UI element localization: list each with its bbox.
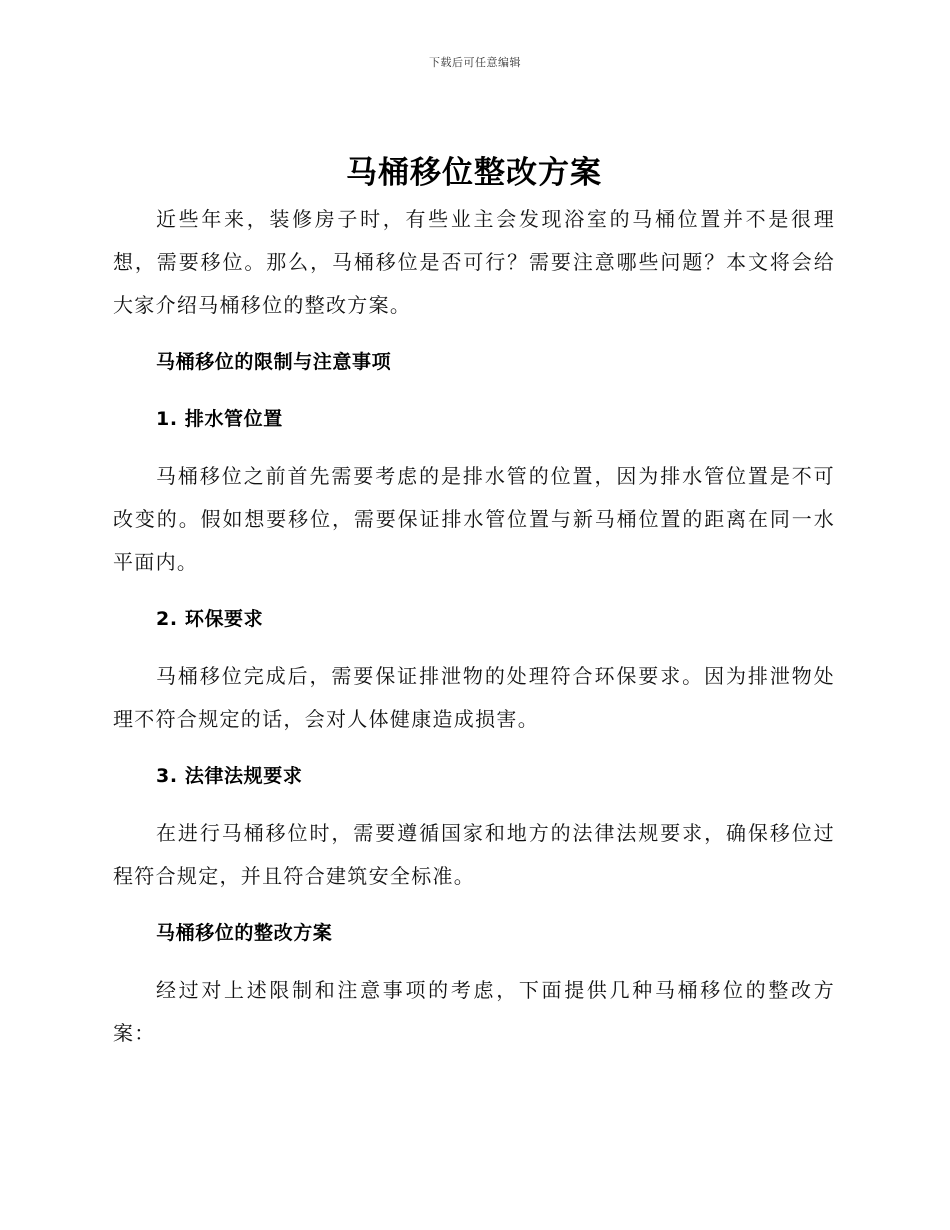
spacer — [113, 798, 835, 812]
item-paragraph-environmental: 马桶移位完成后，需要保证排泄物的处理符合环保要求。因为排泄物处理不符合规定的话，会对人体健康造成损害。 — [113, 664, 835, 731]
spacer — [113, 584, 835, 598]
spacer — [113, 441, 835, 455]
item-heading-drain-pipe: 1. 排水管位置 — [156, 408, 283, 430]
item-heading-regulations: 3. 法律法规要求 — [156, 765, 303, 787]
spacer — [113, 384, 835, 398]
page-header-note: 下载后可任意编辑 — [429, 56, 521, 69]
item-heading-environmental: 2. 环保要求 — [156, 608, 264, 630]
spacer — [113, 898, 835, 912]
spacer — [113, 741, 835, 755]
section-heading-restrictions: 马桶移位的限制与注意事项 — [156, 351, 392, 373]
spacer — [113, 641, 835, 655]
item-paragraph-regulations: 在进行马桶移位时，需要遵循国家和地方的法律法规要求，确保移位过程符合规定，并且符合建筑安全标准。 — [113, 821, 835, 888]
section-heading-plans: 马桶移位的整改方案 — [156, 922, 333, 944]
spacer — [113, 327, 835, 341]
document-title: 马桶移位整改方案 — [346, 155, 602, 191]
document-body — [113, 148, 835, 1055]
item-paragraph-drain-pipe: 马桶移位之前首先需要考虑的是排水管的位置，因为排水管位置是不可改变的。假如想要移位，需要保证排水管位置与新马桶位置的距离在同一水平面内。 — [113, 464, 835, 574]
plans-intro-paragraph: 经过对上述限制和注意事项的考虑，下面提供几种马桶移位的整改方案： — [113, 978, 835, 1045]
intro-paragraph: 近些年来，装修房子时，有些业主会发现浴室的马桶位置并不是很理想，需要移位。那么，马桶移位是否可行？需要注意哪些问题？本文将会给大家介绍马桶移位的整改方案。 — [113, 207, 835, 317]
spacer — [113, 955, 835, 969]
